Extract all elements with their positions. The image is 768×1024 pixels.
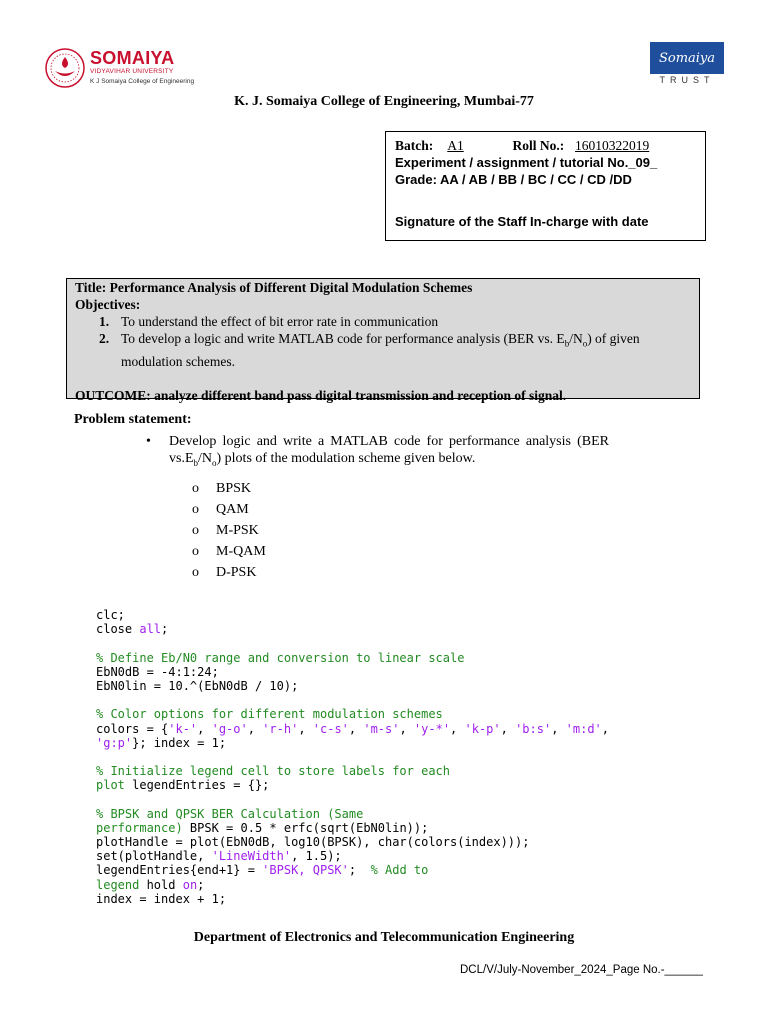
bullet-icon: • bbox=[146, 434, 151, 449]
batch-label: Batch: bbox=[395, 138, 434, 153]
code-token: 'g-o' bbox=[211, 721, 248, 736]
code-token: all bbox=[139, 622, 162, 637]
scheme-label: M-PSK bbox=[216, 523, 259, 538]
somaiya-trust-logo bbox=[650, 42, 724, 88]
department-footer: Department of Electronics and Telecommunication Engineering bbox=[193, 930, 575, 945]
problem-bullet-text: Develop logic and write a MATLAB code for performance analysis (BER $vs.E_b/N_o$) plots of the modulation scheme given below. bbox=[169, 434, 609, 468]
code-line bbox=[96, 863, 696, 877]
page-reference-footer: DCL/V/July-November_2024_Page No.-______ bbox=[460, 964, 703, 976]
code-token: 'k-p' bbox=[464, 721, 501, 736]
code-token: 'm-s' bbox=[363, 721, 400, 736]
scheme-item bbox=[192, 562, 266, 583]
code-line bbox=[96, 622, 696, 636]
code-token: , bbox=[551, 721, 566, 736]
objective-text: To understand the effect of bit error rate in communication bbox=[121, 314, 439, 329]
code-token: 'g:p' bbox=[96, 735, 133, 750]
code-token: close bbox=[96, 622, 140, 637]
blank-line bbox=[395, 188, 696, 205]
code-token: }; index = 1; bbox=[132, 735, 227, 750]
code-token: 'r-h' bbox=[262, 721, 299, 736]
experiment-line: Experiment / assignment / tutorial No._09_ bbox=[395, 155, 658, 170]
code-token: , bbox=[450, 721, 465, 736]
objective-item bbox=[75, 313, 691, 330]
objective-number: 2. bbox=[99, 331, 110, 346]
code-token: % Add to bbox=[370, 863, 429, 878]
code-line bbox=[96, 835, 696, 849]
code-token: % Define Eb/N0 range and conversion to linear scale bbox=[96, 650, 465, 665]
scheme-item bbox=[192, 478, 266, 499]
outcome-statement: OUTCOME: analyze different band pass digital transmission and reception of signal. bbox=[75, 387, 567, 403]
scheme-marker-icon: o bbox=[192, 502, 199, 517]
somaiya-logo-subtitle: VIDYAVIHAR UNIVERSITY bbox=[90, 68, 174, 75]
signature-line: Signature of the Staff In-charge with date bbox=[395, 214, 649, 229]
code-token: ; bbox=[197, 877, 205, 892]
somaiya-emblem-icon bbox=[44, 47, 86, 89]
batch-info-box bbox=[385, 131, 706, 241]
code-line bbox=[96, 849, 696, 863]
scheme-label: D-PSK bbox=[216, 565, 257, 580]
code-line bbox=[96, 693, 696, 707]
roll-label: Roll No.: bbox=[512, 138, 565, 153]
scheme-label: BPSK bbox=[216, 481, 252, 496]
code-token: 'c-s' bbox=[312, 721, 349, 736]
code-token: 'm:d' bbox=[565, 721, 602, 736]
code-line bbox=[96, 764, 696, 778]
objective-item bbox=[75, 330, 691, 370]
code-line bbox=[96, 892, 696, 906]
scheme-marker-icon: o bbox=[192, 544, 199, 559]
code-line bbox=[96, 807, 696, 821]
code-token: , 1.5); bbox=[291, 849, 342, 864]
code-token: , bbox=[399, 721, 414, 736]
code-token: clc; bbox=[96, 608, 125, 622]
code-token: EbN0lin = 10.^(EbN0dB / 10); bbox=[96, 678, 299, 693]
somaiya-university-logo bbox=[44, 44, 204, 92]
code-token: legendEntries{end+1} = bbox=[96, 863, 263, 878]
code-line bbox=[96, 665, 696, 679]
scheme-marker-icon: o bbox=[192, 523, 199, 538]
code-line bbox=[96, 608, 696, 622]
batch-roll-line bbox=[395, 137, 696, 154]
code-line bbox=[96, 750, 696, 764]
code-token: , bbox=[348, 721, 364, 736]
objective-text: To develop a logic and write MATLAB code for performance analysis (BER vs. $E_b/N_o$) of given modulation schemes. bbox=[121, 331, 640, 369]
code-token: , bbox=[298, 721, 313, 736]
code-line bbox=[96, 722, 696, 736]
objectives-label: Objectives: bbox=[75, 297, 141, 312]
code-token: plot bbox=[96, 778, 125, 793]
code-token: % Initialize legend cell to store labels for each bbox=[96, 764, 451, 779]
trust-logo-script: Somaiya bbox=[650, 42, 724, 74]
code-token: BPSK = 0.5 * erfc(sqrt(EbN0lin)); bbox=[182, 820, 429, 835]
problem-statement-heading: Problem statement: bbox=[74, 412, 192, 427]
scheme-marker-icon: o bbox=[192, 481, 199, 496]
code-token: plotHandle = plot(EbN0dB, log10(BPSK), char(colors(index))); bbox=[96, 835, 530, 849]
code-line bbox=[96, 636, 696, 650]
code-token: on bbox=[182, 877, 198, 892]
code-token: colors = { bbox=[96, 721, 169, 736]
title-objectives-box bbox=[66, 278, 700, 403]
code-line bbox=[96, 821, 696, 835]
scheme-item bbox=[192, 541, 266, 562]
somaiya-logo-name: SOMAIYA bbox=[90, 48, 175, 68]
code-line bbox=[96, 736, 696, 750]
scheme-item bbox=[192, 499, 266, 520]
code-token: 'b:s' bbox=[515, 721, 552, 736]
code-token: index = index + 1; bbox=[96, 891, 227, 906]
code-token: set(plotHandle, bbox=[96, 849, 212, 864]
code-line bbox=[96, 778, 696, 792]
objective-number: 1. bbox=[99, 314, 110, 329]
code-token: ; bbox=[161, 622, 169, 637]
roll-value: 16010322019 bbox=[575, 138, 650, 153]
matlab-code-block bbox=[96, 608, 696, 906]
code-line bbox=[96, 707, 696, 721]
code-token: legend bbox=[96, 877, 140, 892]
code-line bbox=[96, 878, 696, 892]
trust-logo-word: TRUST bbox=[659, 75, 715, 85]
scheme-label: QAM bbox=[216, 502, 249, 517]
code-token: 'k-' bbox=[168, 721, 198, 736]
somaiya-logo-college: K J Somaiya College of Engineering bbox=[90, 78, 195, 85]
code-token: ; bbox=[348, 863, 371, 878]
code-token: hold bbox=[139, 877, 183, 892]
code-token: legendEntries = {}; bbox=[124, 778, 270, 793]
code-token: % Color options for different modulation schemes bbox=[96, 707, 443, 722]
code-token: , bbox=[601, 721, 610, 736]
code-token: performance) bbox=[96, 820, 183, 835]
code-token: EbN0dB = -4:1:24; bbox=[96, 664, 219, 679]
code-token: , bbox=[500, 721, 516, 736]
batch-value: A1 bbox=[447, 138, 464, 153]
code-token: 'LineWidth' bbox=[211, 849, 292, 864]
experiment-title: Title: Performance Analysis of Different Digital Modulation Schemes bbox=[75, 280, 473, 295]
grade-line: Grade: AA / AB / BB / BC / CC / CD /DD bbox=[395, 172, 632, 187]
scheme-item bbox=[192, 520, 266, 541]
scheme-label: M-QAM bbox=[216, 544, 266, 559]
code-line bbox=[96, 679, 696, 693]
modulation-scheme-list bbox=[192, 478, 266, 583]
code-line bbox=[96, 651, 696, 665]
scheme-marker-icon: o bbox=[192, 565, 199, 580]
code-token: 'BPSK, QPSK' bbox=[262, 863, 349, 878]
code-token: 'y-*' bbox=[413, 721, 451, 736]
code-token: , bbox=[247, 721, 263, 736]
college-heading: K. J. Somaiya College of Engineering, Mumbai-77 bbox=[234, 94, 534, 109]
code-line bbox=[96, 792, 696, 806]
code-token: , bbox=[197, 721, 212, 736]
code-token: % BPSK and QPSK BER Calculation (Same bbox=[96, 806, 364, 821]
